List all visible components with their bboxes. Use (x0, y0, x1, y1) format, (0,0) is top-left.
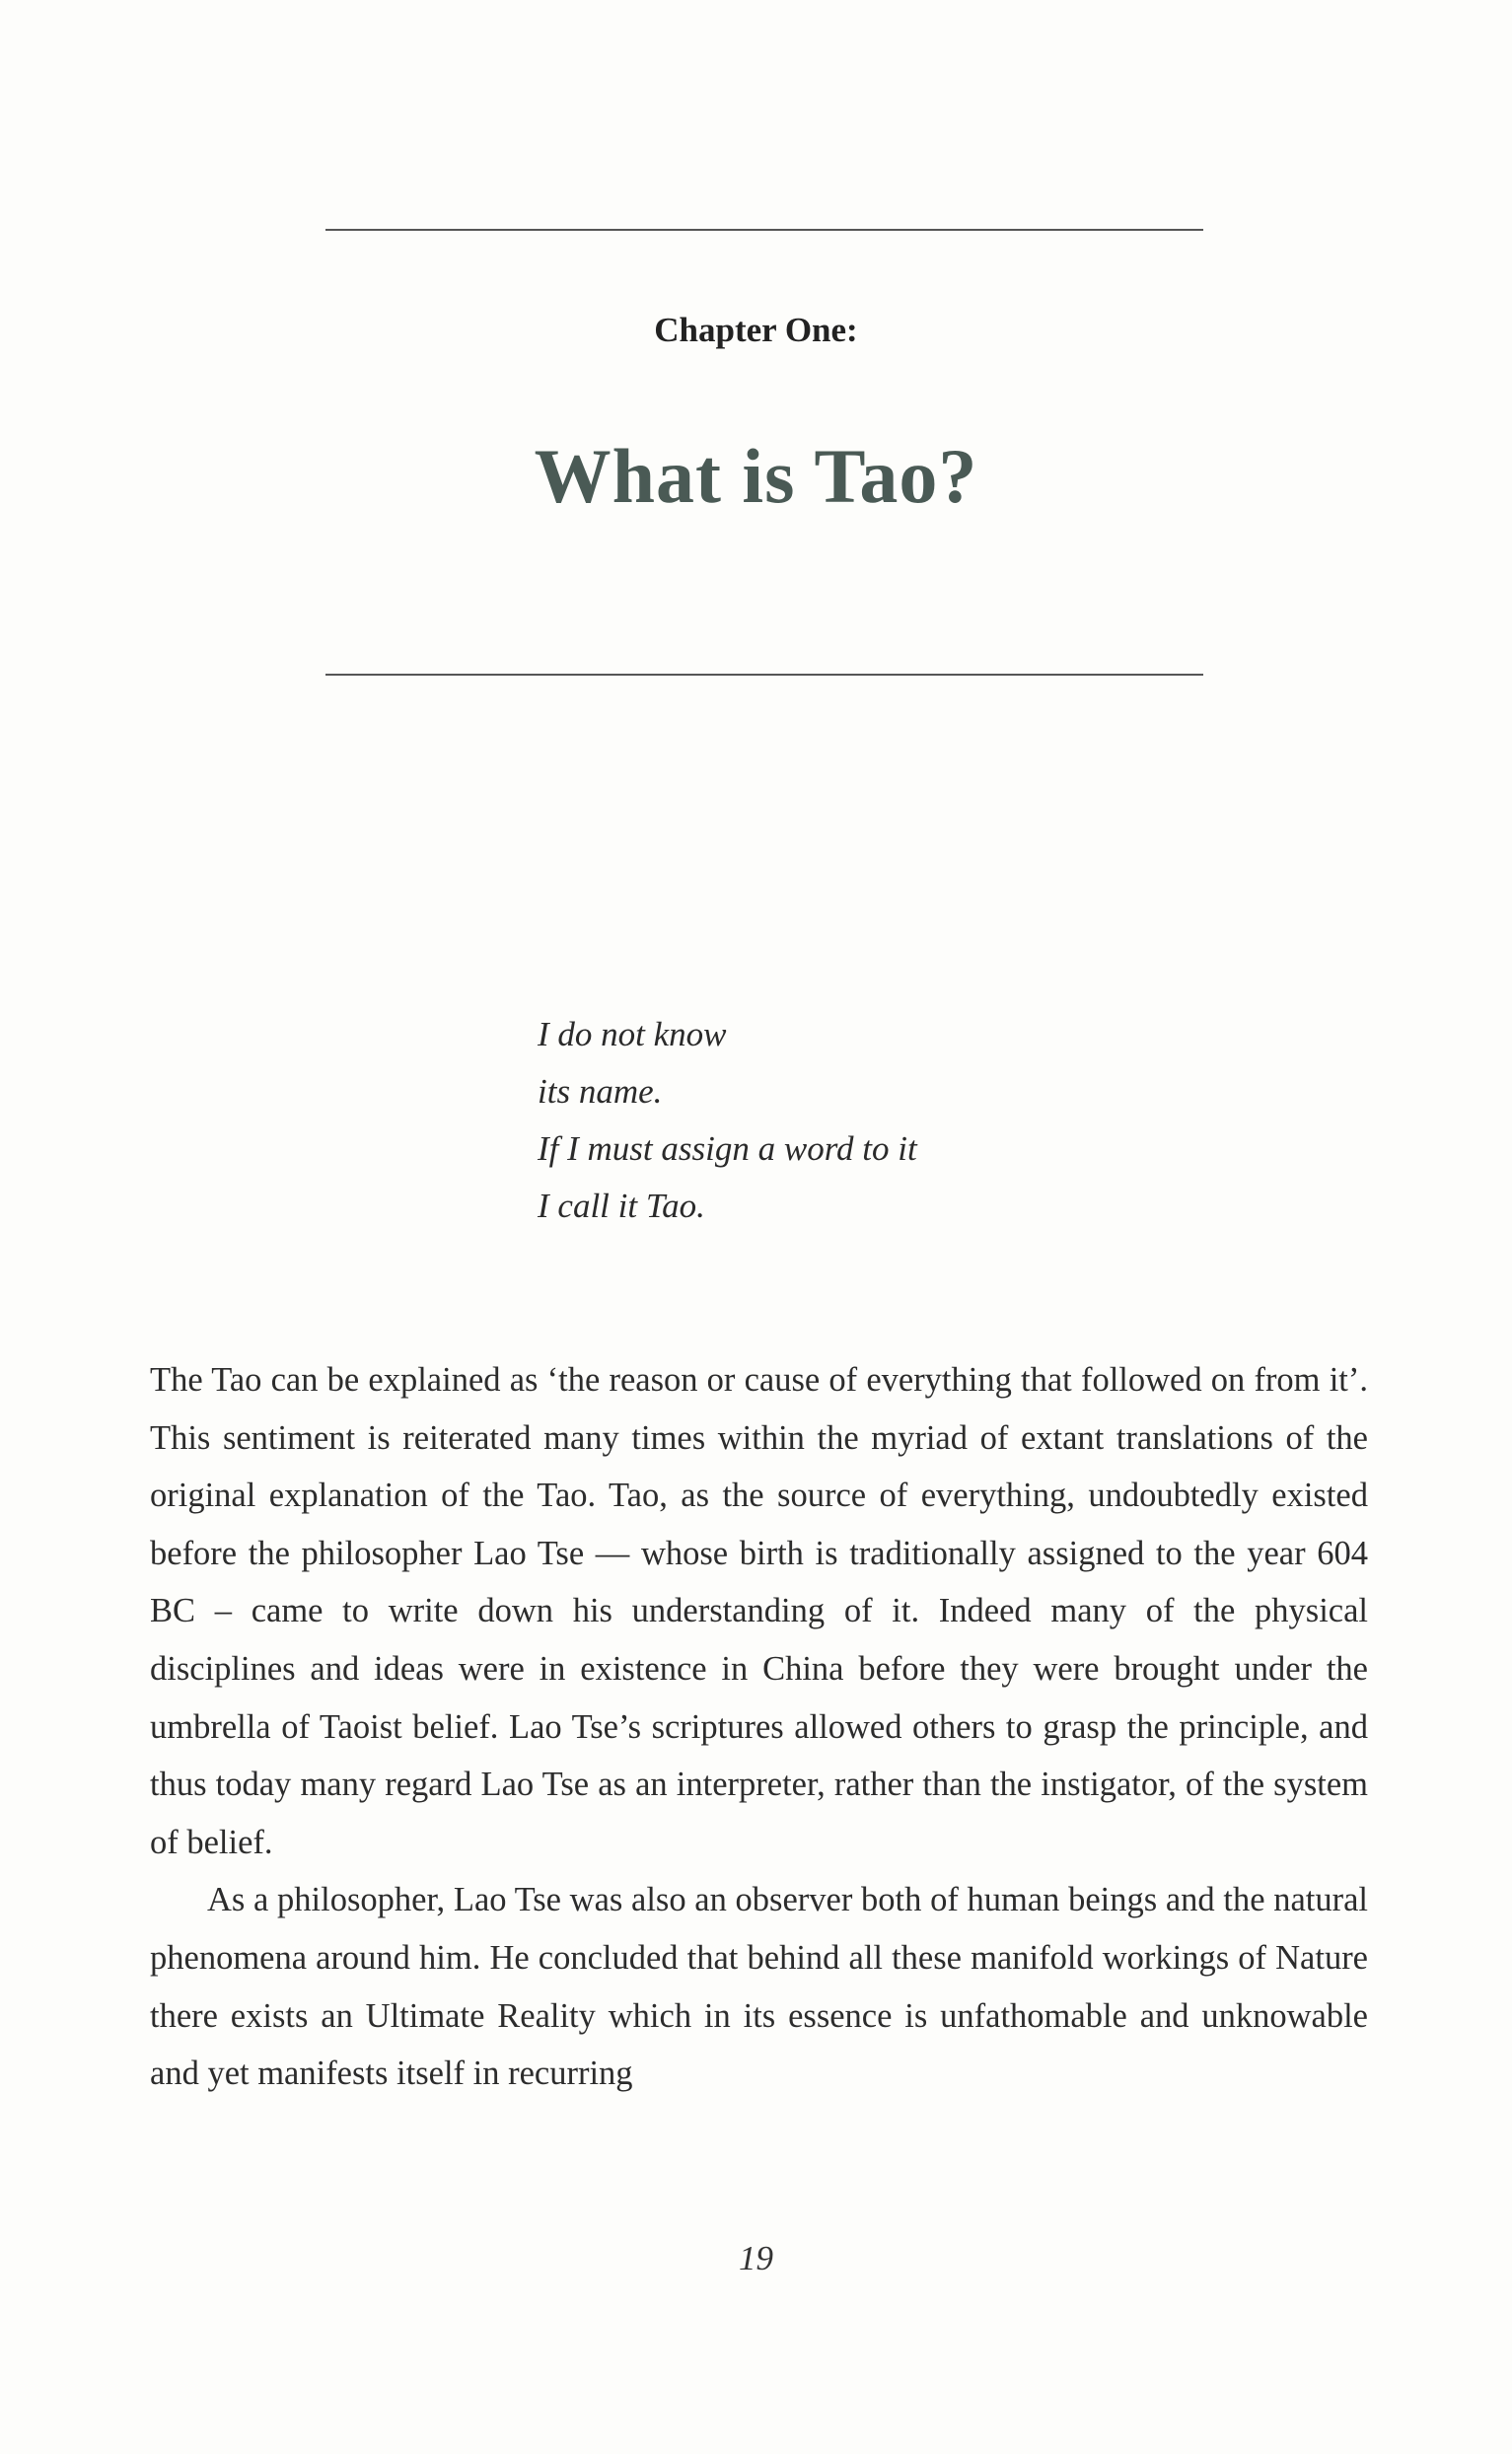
epigraph-line: If I must assign a word to it (538, 1129, 917, 1168)
epigraph-line: I call it Tao. (538, 1187, 705, 1225)
bottom-divider (325, 674, 1203, 676)
paragraph: The Tao can be explained as ‘the reason or cause of everything that followed on from it’. This sentiment is reiterated many times within the myriad of extant translations of the original explanation of the Tao. Tao, as the source of everything, undoubtedly existed before the philosopher Lao Tse — whose birth is traditionally assigned to the year 604 BC – came to write down his understanding of it. Indeed many of the physical disciplines and ideas were in existence in China before they were brought under the umbrella of Taoist belief. Lao Tse’s scriptures allowed others to grasp the principle, and thus today many regard Lao Tse as an interpreter, rather than the instigator, of the system of belief. (150, 1361, 1368, 1861)
body-text (150, 1351, 1368, 2103)
top-divider (325, 229, 1203, 231)
page-number: 19 (739, 2239, 773, 2277)
chapter-title: What is Tao? (534, 433, 978, 519)
epigraph (538, 1006, 917, 1235)
paragraph: As a philosopher, Lao Tse was also an observer both of human beings and the natural phenomena around him. He concluded that behind all these manifold workings of Nature there exists an Ultimate Reality which in its essence is unfathomable and unknowable and yet manifests itself in recurring (150, 1881, 1368, 2093)
chapter-label: Chapter One: (654, 311, 858, 349)
epigraph-line: its name. (538, 1072, 663, 1111)
epigraph-line: I do not know (538, 1015, 727, 1053)
